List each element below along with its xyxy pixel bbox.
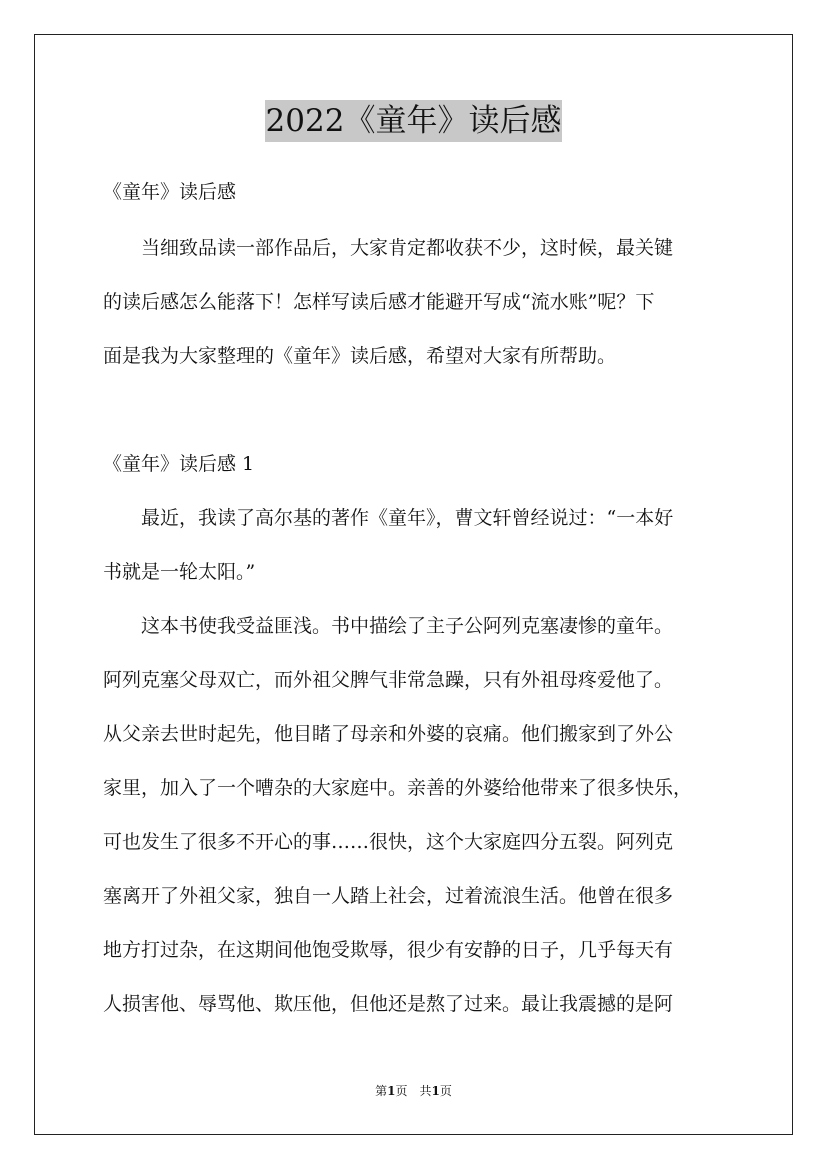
paragraph-line: 阿列克塞父母双亡，而外祖父脾气非常急躁，只有外祖母疼爱他了。 — [103, 669, 674, 691]
section-heading: 《童年》读后感 1 — [103, 453, 255, 475]
paragraph-line: 可也发生了很多不开心的事……很快，这个大家庭四分五裂。阿列克 — [103, 831, 674, 853]
title-block — [0, 100, 827, 142]
paragraph-line: 这本书使我受益匪浅。书中描绘了主子公阿列克塞凄惨的童年。 — [103, 615, 674, 637]
paragraph-line: 面是我为大家整理的《童年》读后感，希望对大家有所帮助。 — [103, 345, 617, 367]
section-heading: 《童年》读后感 — [103, 181, 237, 203]
footer-mid: 页 共 — [395, 1084, 432, 1098]
document-title: 2022《童年》读后感 — [265, 100, 563, 142]
paragraph-line: 最近，我读了高尔基的著作《童年》，曹文轩曾经说过：“一本好 — [103, 507, 674, 529]
paragraph-line: 的读后感怎么能落下！怎样写读后感才能避开写成“流水账”呢？下 — [103, 291, 655, 313]
page-footer — [0, 1083, 827, 1099]
footer-prefix: 第 — [375, 1084, 388, 1098]
footer-suffix: 页 — [439, 1084, 452, 1098]
paragraph-line: 书就是一轮太阳。” — [103, 561, 256, 583]
paragraph-line: 人损害他、辱骂他、欺压他，但他还是熬了过来。最让我震撼的是阿 — [103, 993, 674, 1015]
paragraph-line: 塞离开了外祖父家，独自一人踏上社会，过着流浪生活。他曾在很多 — [103, 885, 674, 907]
paragraph-line: 地方打过杂，在这期间他饱受欺辱，很少有安静的日子，几乎每天有 — [103, 939, 674, 961]
paragraph-line: 从父亲去世时起先，他目睹了母亲和外婆的哀痛。他们搬家到了外公 — [103, 723, 674, 745]
footer-page-current: 1 — [387, 1084, 396, 1098]
paragraph-line: 当细致品读一部作品后，大家肯定都收获不少，这时候，最关键 — [103, 237, 674, 259]
footer-page-total: 1 — [431, 1084, 440, 1098]
paragraph-line: 家里，加入了一个嘈杂的大家庭中。亲善的外婆给他带来了很多快乐， — [103, 777, 693, 799]
